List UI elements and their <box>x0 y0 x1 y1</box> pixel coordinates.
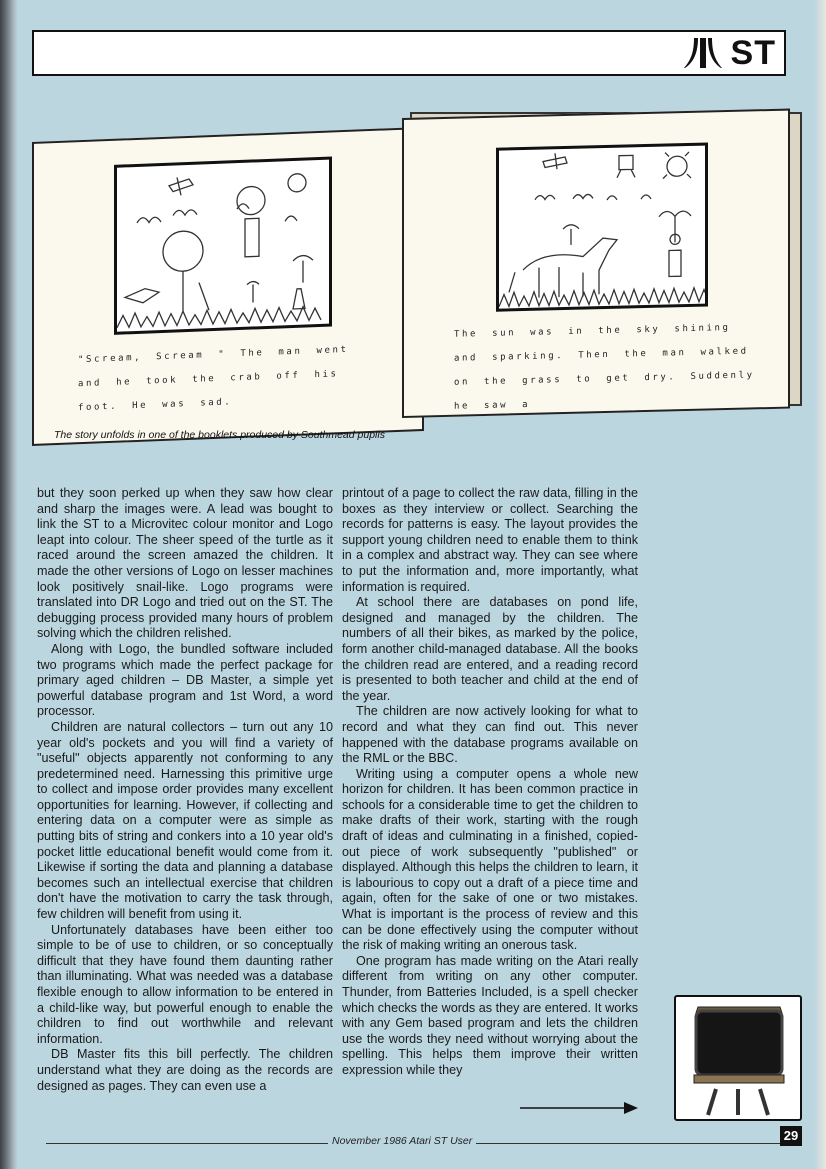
paragraph: Unfortunately databases have been either too simple to be of use to children, or so conceptually difficult that they have found them daunting rather than illuminating. What was needed was a database flexible enough to allow information to be entered in a child-like way, but powerful enough to enable the children to find out worthwhile and relevant information. <box>37 922 333 1046</box>
arrow-right-icon <box>520 1100 640 1116</box>
paragraph: Along with Logo, the bundled software included two programs which made the perfect package for primary aged children – DB Master, a simple yet powerful database program and 1st Word, a word processor. <box>37 641 333 719</box>
booklet-right-text: The sun was in the sky shining and sparking. Then the man walked on the grass to get dry. Suddenly he saw a <box>454 322 755 412</box>
booklet-left-page <box>32 127 424 446</box>
blackboard-easel-icon <box>674 995 802 1121</box>
article-column-left <box>37 486 333 1094</box>
paragraph: At school there are databases on pond life, designed and managed by the children. The numbers of all their bikes, as marked by the police, form another child-managed database. All the books the children read are entered, and a reading record is presented to both teacher and child at the end of the year. <box>342 595 638 703</box>
blackboard-drawing <box>676 997 800 1119</box>
paragraph: Writing using a computer opens a whole new horizon for children. It has been common practice in schools for a considerable time to get the children to make drafts of their work, starting with the rough draft of ideas and culminating in a finished, copied-out piece of work subsequently "published" or displayed. Although this helps the children to learn, it is labourious to copy out a draft of a piece time and again, often for the sake of one or two mistakes. What is important is the process of review and this can be done effectively using the computer without the risk of making writing an onerous task. <box>342 766 638 953</box>
atari-st-logo <box>683 34 776 72</box>
figure-caption: The story unfolds in one of the booklets produced by Southmead pupils <box>54 429 385 441</box>
page-edge <box>814 0 826 1169</box>
page-gutter-shadow <box>0 0 18 1169</box>
paragraph: but they soon perked up when they saw how clear and sharp the images were. A lead was bought to link the ST to a Microvitec colour monitor and Logo leapt into colour. The sheer speed of the turtle as it raced around the screen amazed the children. It made the other versions of Logo on lesser machines look positively snail-like. Logo programs were translated into DR Logo and tried out on the ST. The debugging process provided many hours of problem solving which the children relished. <box>37 486 333 641</box>
footer-issue: November 1986 Atari ST User <box>328 1135 476 1147</box>
page-number: 29 <box>780 1126 802 1146</box>
booklet-right-page <box>402 109 790 418</box>
paragraph: DB Master fits this bill perfectly. The children understand what they are doing as the records are designed as pages. They can even use a <box>37 1047 333 1093</box>
child-drawing-left <box>114 156 332 334</box>
paragraph: printout of a page to collect the raw data, filling in the boxes as they interview or collect. Searching the records for patterns is easy. The layout provides the support young children need to enable them to think in a complex and abstract way. They can see where to put the information and, more importantly, what information is required. <box>342 486 638 594</box>
article-column-right <box>342 486 638 1079</box>
crayon-sketch-left <box>117 160 329 332</box>
logo-st-text: ST <box>730 33 776 72</box>
child-drawing-right <box>496 143 708 312</box>
atari-fuji-logo-icon <box>683 36 723 70</box>
booklet-photo <box>30 112 800 448</box>
header-bar <box>32 30 786 76</box>
booklet-left-text: "Scream, Scream " The man went and he took the crab off his foot. He was sad. <box>78 344 349 414</box>
paragraph: One program has made writing on the Atari really different from writing on any other computer. Thunder, from Batteries Included, is a spell checker which checks the words as they are entered. It works with any Gem based program and lets the children use the words they need without worrying about the spelling. This helps them improve their written expression while they <box>342 953 638 1077</box>
paragraph: Children are natural collectors – turn out any 10 year old's pockets and you will find a variety of "useful" objects apparently not conforming to any predetermined need. Harnessing this primitive urge to collect and impose order provides many excellent opportunities for learning. However, if collecting and entering data on a computer were as simple as putting bits of string and conkers into a 10 year old's pocket little educational benefit would come from it. Likewise if sorting the data and planning a database becomes such an intellectual exercise that children don't have the motivation to carry the task through, few children will benefit from using it. <box>37 719 333 922</box>
crayon-sketch-right <box>499 146 705 309</box>
paragraph: The children are now actively looking for what to record and what they can find out. This never happened with the database programs available on the RML or the BBC. <box>342 704 638 766</box>
